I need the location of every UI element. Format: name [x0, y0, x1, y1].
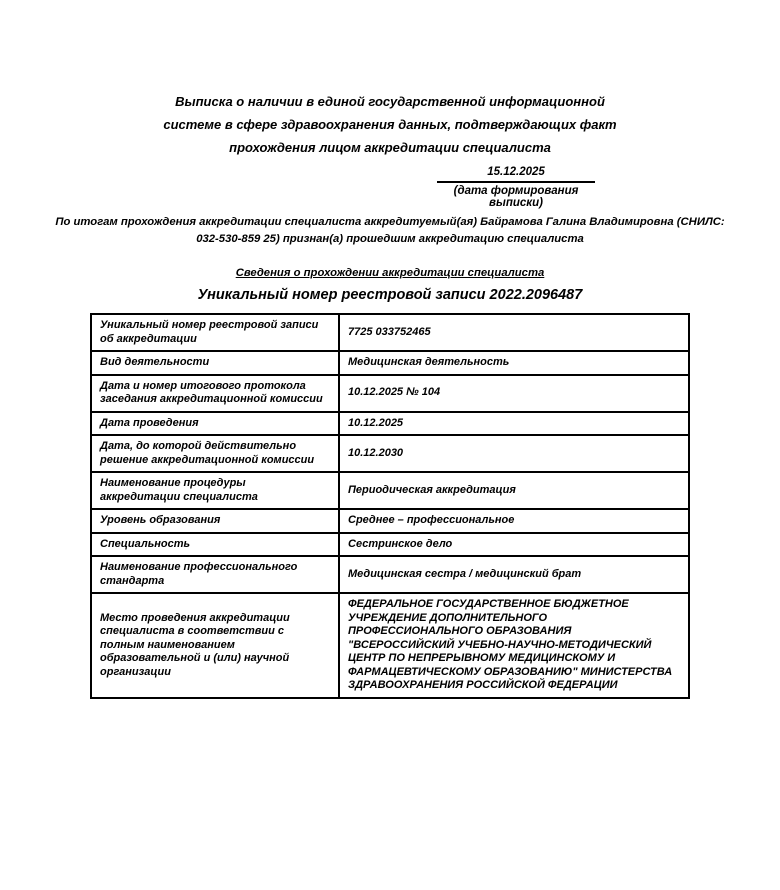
issue-date-caption: (дата формирования выписки)	[453, 185, 579, 209]
row-value: Среднее – профессиональное	[339, 509, 689, 533]
row-value: Периодическая аккредитация	[339, 472, 689, 509]
issue-date-block	[437, 166, 595, 209]
row-label: Дата проведения	[91, 412, 339, 436]
table-row	[91, 593, 689, 698]
table-row	[91, 472, 689, 509]
row-label: Наименование профессионального стандарта	[91, 556, 339, 593]
row-value: 10.12.2025 № 104	[339, 375, 689, 412]
accreditation-result-line: По итогам прохождения аккредитации специалиста аккредитуемый(ая) Байрамова Галина Владимировна (СНИЛС:	[55, 216, 725, 228]
accreditation-table-body	[91, 314, 689, 698]
table-row	[91, 556, 689, 593]
document-title-line: системе в сфере здравоохранения данных, подтверждающих факт	[163, 117, 617, 132]
accreditation-result-line: 032-530-859 25) признан(а) прошедшим аккредитацию специалиста	[196, 233, 584, 245]
table-row	[91, 533, 689, 557]
row-label: Наименование процедуры аккредитации специалиста	[91, 472, 339, 509]
accreditation-result-paragraph	[40, 214, 740, 248]
table-row	[91, 351, 689, 375]
row-label: Специальность	[91, 533, 339, 557]
document-title-line: прохождения лицом аккредитации специалиста	[229, 140, 551, 155]
document-title	[0, 90, 780, 159]
registry-number-heading: Уникальный номер реестровой записи 2022.2096487	[197, 287, 583, 303]
row-value: ФЕДЕРАЛЬНОЕ ГОСУДАРСТВЕННОЕ БЮДЖЕТНОЕ УЧРЕЖДЕНИЕ ДОПОЛНИТЕЛЬНОГО ПРОФЕССИОНАЛЬНОГО ОБРАЗОВАНИЯ "ВСЕРОССИЙСКИЙ УЧЕБНО-НАУЧНО-МЕТОДИЧЕСКИЙ ЦЕНТР ПО НЕПРЕРЫВНОМУ МЕДИЦИНСКОМУ И ФАРМАЦЕВТИЧЕСКОМУ ОБРАЗОВАНИЮ" МИНИСТЕРСТВА ЗДРАВООХРАНЕНИЯ РОССИЙСКОЙ ФЕДЕРАЦИИ	[339, 593, 689, 698]
row-label: Вид деятельности	[91, 351, 339, 375]
row-label: Дата и номер итогового протокола заседания аккредитационной комиссии	[91, 375, 339, 412]
table-row	[91, 314, 689, 351]
row-value: Сестринское дело	[339, 533, 689, 557]
row-value: 7725 033752465	[339, 314, 689, 351]
table-row	[91, 375, 689, 412]
issue-date-value: 15.12.2025	[437, 166, 595, 183]
section-subtitle: Сведения о прохождении аккредитации специалиста	[235, 267, 545, 279]
row-value: Медицинская сестра / медицинский брат	[339, 556, 689, 593]
row-value: 10.12.2025	[339, 412, 689, 436]
table-row	[91, 509, 689, 533]
row-value: 10.12.2030	[339, 435, 689, 472]
row-value: Медицинская деятельность	[339, 351, 689, 375]
document-title-line: Выписка о наличии в единой государственной информационной	[175, 94, 605, 109]
table-row	[91, 412, 689, 436]
row-label: Уникальный номер реестровой записи об аккредитации	[91, 314, 339, 351]
table-row	[91, 435, 689, 472]
accreditation-details-table	[90, 313, 690, 699]
row-label: Уровень образования	[91, 509, 339, 533]
row-label: Место проведения аккредитации специалиста в соответствии с полным наименованием образовательной и (или) научной организации	[91, 593, 339, 698]
row-label: Дата, до которой действительно решение аккредитационной комиссии	[91, 435, 339, 472]
